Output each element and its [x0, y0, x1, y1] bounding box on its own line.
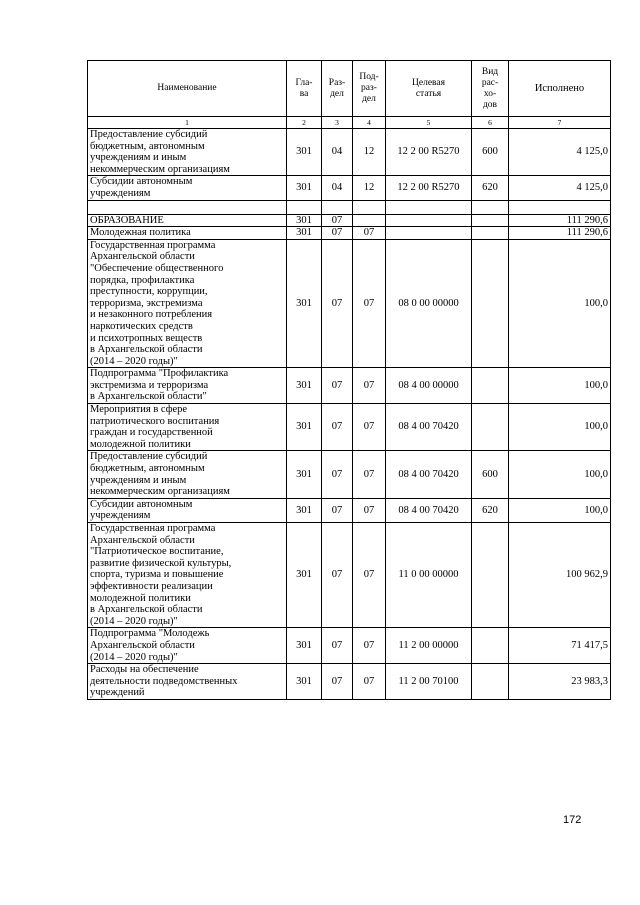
cell-glava: 301: [287, 664, 322, 700]
cell-vid: 600: [472, 451, 509, 498]
cell-amount: 71 417,5: [509, 628, 611, 664]
cell-amount: 23 983,3: [509, 664, 611, 700]
cell-podrazdel: 12: [353, 129, 386, 176]
column-number: 1: [88, 117, 287, 129]
table-row: [88, 368, 611, 404]
column-number-row: [88, 117, 611, 129]
cell-amount: 100,0: [509, 451, 611, 498]
cell-vid: 600: [472, 129, 509, 176]
cell-glava: 301: [287, 451, 322, 498]
cell-statya: 12 2 00 R5270: [386, 129, 472, 176]
cell-vid: [472, 664, 509, 700]
header-name: Наименование: [88, 61, 287, 117]
cell-glava: 301: [287, 404, 322, 451]
cell-razdel: 04: [322, 129, 353, 176]
cell-glava: 301: [287, 628, 322, 664]
table-row: [88, 404, 611, 451]
cell-vid: [472, 368, 509, 404]
cell-razdel: 07: [322, 368, 353, 404]
cell-statya: 11 0 00 00000: [386, 523, 472, 628]
column-number: 3: [322, 117, 353, 129]
cell-glava: [287, 200, 322, 214]
cell-razdel: 07: [322, 451, 353, 498]
cell-razdel: 07: [322, 239, 353, 368]
row-name: Предоставление субсидий бюджетным, автономным учреждениям и иным некоммерческим организациям: [88, 451, 287, 498]
table-row: [88, 129, 611, 176]
header-razdel: Раз- дел: [322, 61, 353, 117]
cell-statya: 08 4 00 70420: [386, 451, 472, 498]
cell-glava: 301: [287, 129, 322, 176]
row-name: Молодежная политика: [88, 227, 287, 240]
cell-razdel: 07: [322, 628, 353, 664]
row-name: Мероприятия в сфере патриотического воспитания граждан и государственной молодежной политики: [88, 404, 287, 451]
cell-statya: 08 0 00 00000: [386, 239, 472, 368]
cell-podrazdel: 07: [353, 664, 386, 700]
cell-razdel: 04: [322, 176, 353, 200]
table-row: [88, 664, 611, 700]
cell-amount: 100,0: [509, 404, 611, 451]
cell-amount: 4 125,0: [509, 129, 611, 176]
table-row: [88, 200, 611, 214]
row-name: Предоставление субсидий бюджетным, автономным учреждениям и иным некоммерческим организациям: [88, 129, 287, 176]
table-row: [88, 176, 611, 200]
cell-vid: [472, 628, 509, 664]
header-podrazdel: Под- раз- дел: [353, 61, 386, 117]
table-body: [88, 129, 611, 700]
row-name: Государственная программа Архангельской области "Обеспечение общественного порядка, профилактика преступности, коррупции, терроризма, экстремизма и незаконного потребления наркотических средств и психотропных веществ в Архангельской области (2014 – 2020 годы)": [88, 239, 287, 368]
cell-amount: 111 290,6: [509, 214, 611, 227]
header-ispolneno: Исполнено: [509, 61, 611, 117]
row-name: Подпрограмма "Профилактика экстремизма и терроризма в Архангельской области": [88, 368, 287, 404]
cell-podrazdel: 07: [353, 498, 386, 522]
cell-vid: [472, 200, 509, 214]
cell-amount: 100,0: [509, 239, 611, 368]
cell-vid: [472, 523, 509, 628]
cell-glava: 301: [287, 227, 322, 240]
cell-amount: 100,0: [509, 498, 611, 522]
table-row: [88, 498, 611, 522]
table-row: [88, 523, 611, 628]
cell-vid: [472, 404, 509, 451]
budget-execution-table: [87, 60, 611, 700]
cell-podrazdel: 12: [353, 176, 386, 200]
cell-podrazdel: 07: [353, 523, 386, 628]
cell-statya: 11 2 00 00000: [386, 628, 472, 664]
row-name: Расходы на обеспечение деятельности подведомственных учреждений: [88, 664, 287, 700]
cell-podrazdel: 07: [353, 368, 386, 404]
cell-glava: 301: [287, 239, 322, 368]
cell-podrazdel: 07: [353, 628, 386, 664]
column-number: 5: [386, 117, 472, 129]
cell-razdel: 07: [322, 227, 353, 240]
cell-statya: [386, 200, 472, 214]
header-glava: Гла- ва: [287, 61, 322, 117]
cell-razdel: 07: [322, 664, 353, 700]
table-row: [88, 239, 611, 368]
cell-glava: 301: [287, 176, 322, 200]
cell-statya: 08 4 00 00000: [386, 368, 472, 404]
cell-amount: 100 962,9: [509, 523, 611, 628]
row-name: Субсидии автономным учреждениям: [88, 176, 287, 200]
cell-statya: [386, 227, 472, 240]
row-name: ОБРАЗОВАНИЕ: [88, 214, 287, 227]
cell-amount: 100,0: [509, 368, 611, 404]
cell-amount: 111 290,6: [509, 227, 611, 240]
cell-razdel: [322, 200, 353, 214]
cell-vid: [472, 214, 509, 227]
column-number: 2: [287, 117, 322, 129]
row-name: Подпрограмма "Молодежь Архангельской области (2014 – 2020 годы)": [88, 628, 287, 664]
cell-glava: 301: [287, 523, 322, 628]
cell-statya: 11 2 00 70100: [386, 664, 472, 700]
table-row: [88, 628, 611, 664]
column-number: 6: [472, 117, 509, 129]
cell-statya: [386, 214, 472, 227]
cell-razdel: 07: [322, 214, 353, 227]
cell-podrazdel: 07: [353, 404, 386, 451]
header-statya: Целевая статья: [386, 61, 472, 117]
cell-podrazdel: 07: [353, 239, 386, 368]
row-name: Субсидии автономным учреждениям: [88, 498, 287, 522]
cell-podrazdel: [353, 214, 386, 227]
cell-amount: 4 125,0: [509, 176, 611, 200]
cell-vid: [472, 239, 509, 368]
cell-podrazdel: 07: [353, 227, 386, 240]
cell-podrazdel: 07: [353, 451, 386, 498]
cell-vid: 620: [472, 176, 509, 200]
cell-razdel: 07: [322, 404, 353, 451]
table-row: [88, 214, 611, 227]
cell-vid: 620: [472, 498, 509, 522]
cell-statya: 12 2 00 R5270: [386, 176, 472, 200]
row-name: [88, 200, 287, 214]
cell-glava: 301: [287, 214, 322, 227]
cell-podrazdel: [353, 200, 386, 214]
table-row: [88, 227, 611, 240]
row-name: Государственная программа Архангельской области "Патриотическое воспитание, развитие физической культуры, спорта, туризма и повышение эффективности реализации молодежной политики в Архангельской области (2014 – 2020 годы)": [88, 523, 287, 628]
cell-razdel: 07: [322, 523, 353, 628]
header-row: [88, 61, 611, 117]
cell-statya: 08 4 00 70420: [386, 498, 472, 522]
cell-glava: 301: [287, 498, 322, 522]
header-vid: Вид рас- хо- дов: [472, 61, 509, 117]
column-number: 7: [509, 117, 611, 129]
page-number: 172: [563, 814, 582, 826]
table-row: [88, 451, 611, 498]
cell-statya: 08 4 00 70420: [386, 404, 472, 451]
cell-glava: 301: [287, 368, 322, 404]
cell-amount: [509, 200, 611, 214]
cell-vid: [472, 227, 509, 240]
column-number: 4: [353, 117, 386, 129]
cell-razdel: 07: [322, 498, 353, 522]
